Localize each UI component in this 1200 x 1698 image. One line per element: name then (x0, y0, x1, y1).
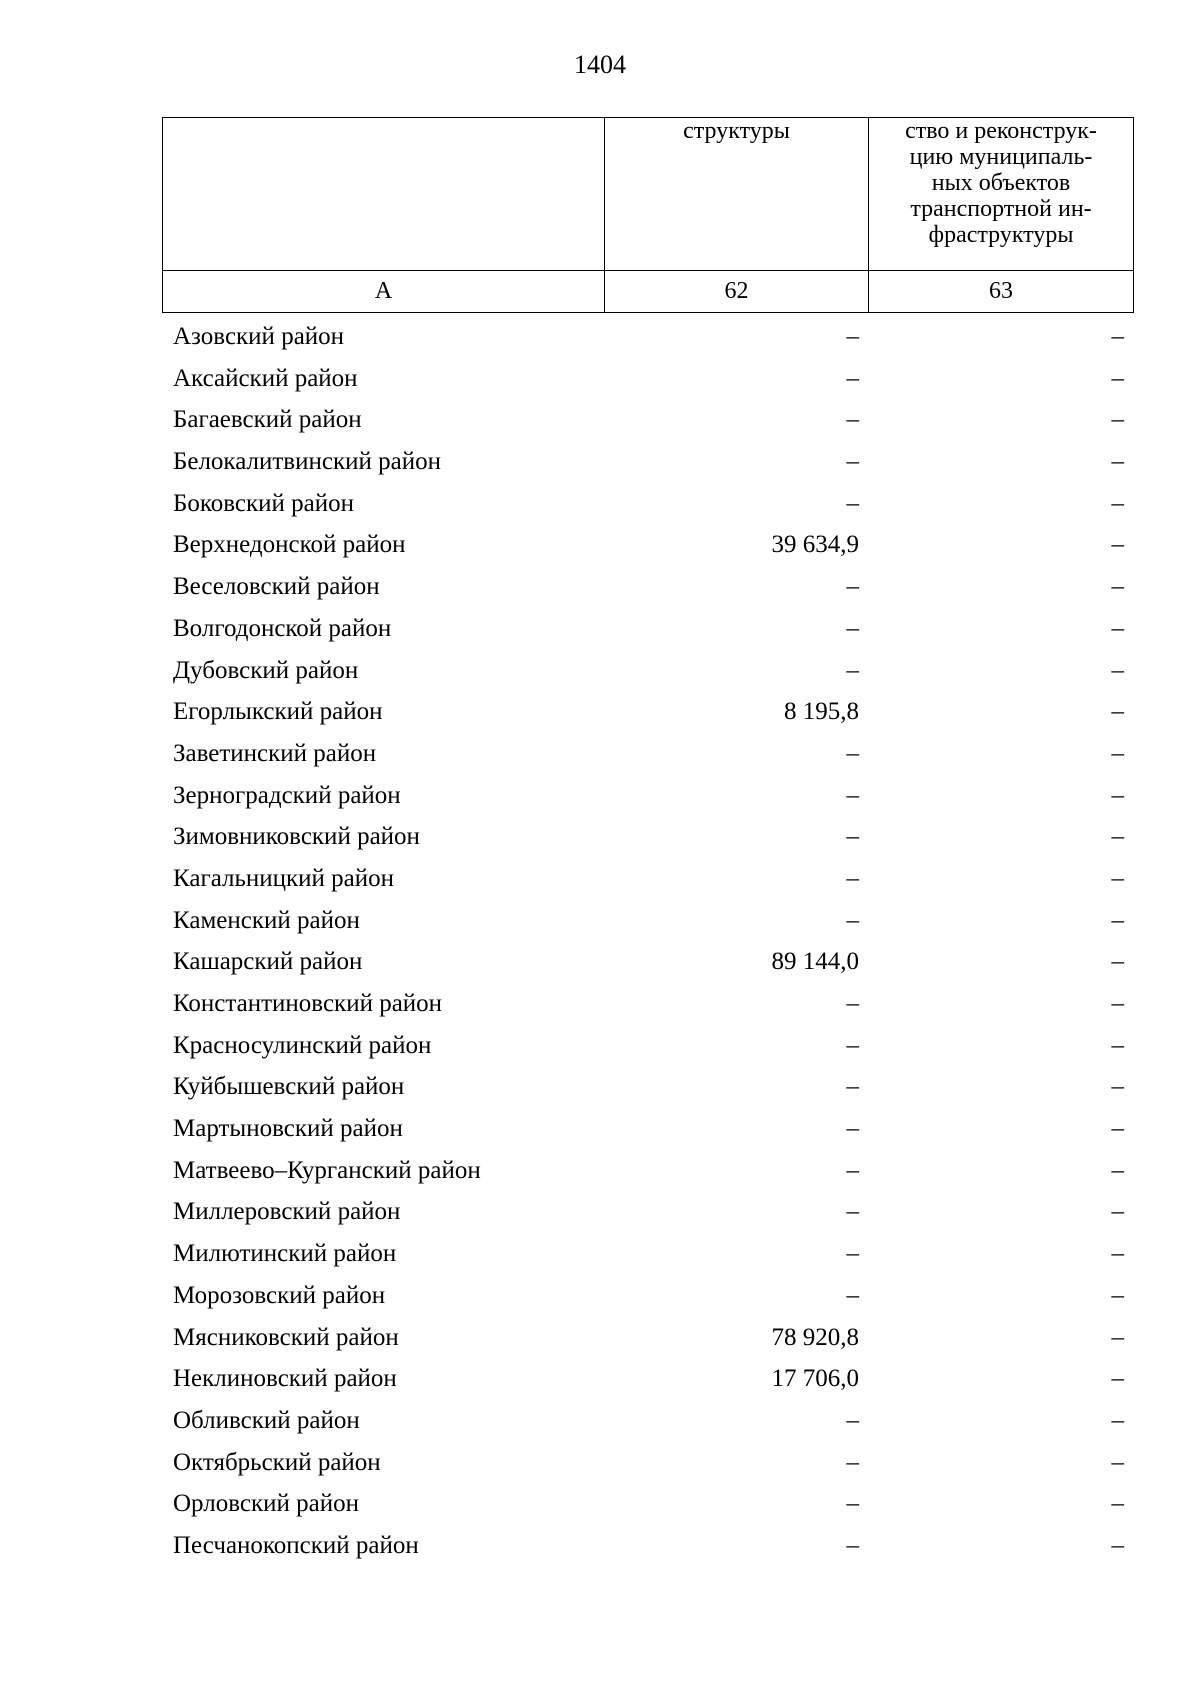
district-name: Белокалитвинский район (173, 448, 441, 476)
district-name: Багаевский район (173, 406, 362, 434)
district-name: Дубовский район (173, 656, 359, 684)
value-col-63: – (1111, 906, 1124, 934)
table-row (0, 608, 1200, 650)
table-row (0, 1317, 1200, 1359)
col-a-head (163, 118, 605, 271)
district-name: Мясниковский район (173, 1323, 399, 1351)
district-name: Зимовниковский район (173, 823, 420, 851)
page-number: 1404 (574, 50, 626, 79)
value-col-62: – (846, 906, 859, 934)
table-row (0, 1525, 1200, 1567)
table-row (0, 816, 1200, 858)
value-col-62: – (846, 1031, 859, 1059)
value-col-62: – (846, 364, 859, 392)
district-name: Мартыновский район (173, 1115, 403, 1143)
value-col-63: – (1111, 1073, 1124, 1101)
value-col-62: 17 706,0 (771, 1365, 859, 1393)
value-col-62: – (846, 823, 859, 851)
district-name: Куйбышевский район (173, 1073, 405, 1101)
table-row (0, 1108, 1200, 1150)
col-63-head-line: транспортной ин- (910, 196, 1092, 222)
table-row (0, 650, 1200, 692)
value-col-63: – (1111, 1490, 1124, 1518)
value-col-62: – (846, 781, 859, 809)
district-name: Морозовский район (173, 1281, 386, 1309)
district-name: Матвеево–Курганский район (173, 1156, 481, 1184)
district-name: Кагальницкий район (173, 864, 395, 892)
value-col-63: – (1111, 1198, 1124, 1226)
value-col-63: – (1111, 1281, 1124, 1309)
table-row (0, 1358, 1200, 1400)
table-row (0, 900, 1200, 942)
col-63-head-line: ных объектов (931, 170, 1071, 196)
value-col-62: – (846, 489, 859, 517)
value-col-62: – (846, 1240, 859, 1268)
value-col-62: – (846, 1281, 859, 1309)
value-col-63: – (1111, 323, 1124, 350)
table-row (0, 1442, 1200, 1484)
value-col-62: 78 920,8 (771, 1323, 859, 1351)
value-col-63: – (1111, 364, 1124, 392)
table-row (0, 1191, 1200, 1233)
value-col-62: – (846, 614, 859, 642)
district-name: Зерноградский район (173, 781, 401, 809)
district-name: Октябрьский район (173, 1448, 381, 1476)
table-row (0, 691, 1200, 733)
col-63-head-line: ство и реконструк- (905, 118, 1097, 144)
table-row (0, 1150, 1200, 1192)
table-row (0, 566, 1200, 608)
table-row (0, 399, 1200, 441)
district-name: Кашарский район (173, 948, 363, 976)
district-name: Боковский район (173, 489, 354, 517)
district-name: Обливский район (173, 1406, 360, 1434)
col-63-number: 63 (869, 271, 1134, 313)
table-row (0, 524, 1200, 566)
value-col-62: – (846, 990, 859, 1017)
value-col-63: – (1111, 781, 1124, 809)
header-row (163, 118, 1134, 271)
value-col-63: – (1111, 1448, 1124, 1476)
district-name: Веселовский район (173, 573, 380, 601)
district-name: Азовский район (173, 323, 345, 350)
value-col-62: 39 634,9 (771, 531, 859, 559)
value-col-62: 89 144,0 (771, 948, 859, 976)
district-name: Заветинский район (173, 739, 377, 767)
value-col-63: – (1111, 739, 1124, 767)
value-col-63: – (1111, 531, 1124, 559)
value-col-63: – (1111, 1240, 1124, 1268)
value-col-63: – (1111, 1156, 1124, 1184)
table-row (0, 1275, 1200, 1317)
value-col-63: – (1111, 1323, 1124, 1351)
table-row (0, 1400, 1200, 1442)
col-63-head-line: фраструктуры (928, 222, 1074, 248)
district-name: Орловский район (173, 1490, 359, 1518)
value-col-62: – (846, 739, 859, 767)
table-row (0, 983, 1200, 1025)
table-row (0, 1025, 1200, 1067)
value-col-63: – (1111, 990, 1124, 1017)
value-col-63: – (1111, 1115, 1124, 1143)
value-col-62: – (846, 864, 859, 892)
table-row (0, 316, 1200, 358)
value-col-62: – (846, 1531, 859, 1559)
district-name: Песчанокопский район (173, 1531, 419, 1559)
table-row (0, 733, 1200, 775)
district-name: Аксайский район (173, 364, 358, 392)
value-col-62: – (846, 1073, 859, 1101)
district-name: Константиновский район (173, 990, 443, 1017)
table-row (0, 1066, 1200, 1108)
district-name: Красносулинский район (173, 1031, 432, 1059)
value-col-63: – (1111, 448, 1124, 476)
district-name: Верхнедонской район (173, 531, 406, 559)
district-name: Милютинский район (173, 1240, 397, 1268)
col-62-number: 62 (605, 271, 869, 313)
value-col-63: – (1111, 573, 1124, 601)
table-row (0, 775, 1200, 817)
value-col-63: – (1111, 656, 1124, 684)
district-name: Волгодонской район (173, 614, 392, 642)
col-62-head: структуры (605, 118, 869, 271)
district-name: Миллеровский район (173, 1198, 401, 1226)
value-col-62: – (846, 323, 859, 350)
district-name: Егорлыкский район (173, 698, 383, 726)
value-col-63: – (1111, 1406, 1124, 1434)
value-col-62: – (846, 1448, 859, 1476)
table-row (0, 358, 1200, 400)
col-63-head-line: цию муниципаль- (909, 144, 1093, 170)
value-col-63: – (1111, 1365, 1124, 1393)
district-name: Неклиновский район (173, 1365, 397, 1393)
value-col-62: – (846, 1490, 859, 1518)
table-row (0, 1483, 1200, 1525)
table-row (0, 858, 1200, 900)
value-col-62: – (846, 573, 859, 601)
value-col-62: – (846, 1115, 859, 1143)
value-col-63: – (1111, 1531, 1124, 1559)
value-col-62: – (846, 1156, 859, 1184)
col-a-number: А (163, 271, 605, 313)
value-col-62: – (846, 448, 859, 476)
value-col-63: – (1111, 614, 1124, 642)
value-col-63: – (1111, 406, 1124, 434)
value-col-62: 8 195,8 (784, 698, 859, 726)
value-col-62: – (846, 1406, 859, 1434)
table-row (0, 941, 1200, 983)
table-header (162, 117, 1134, 313)
value-col-63: – (1111, 864, 1124, 892)
col-63-head (869, 118, 1134, 271)
value-col-63: – (1111, 1031, 1124, 1059)
value-col-62: – (846, 1198, 859, 1226)
value-col-63: – (1111, 823, 1124, 851)
table-body (0, 316, 1200, 1567)
value-col-63: – (1111, 948, 1124, 976)
table-row (0, 483, 1200, 525)
table-row (0, 441, 1200, 483)
value-col-62: – (846, 406, 859, 434)
value-col-63: – (1111, 489, 1124, 517)
value-col-63: – (1111, 698, 1124, 726)
column-number-row (163, 271, 1134, 313)
value-col-62: – (846, 656, 859, 684)
table-row (0, 1233, 1200, 1275)
district-name: Каменский район (173, 906, 360, 934)
